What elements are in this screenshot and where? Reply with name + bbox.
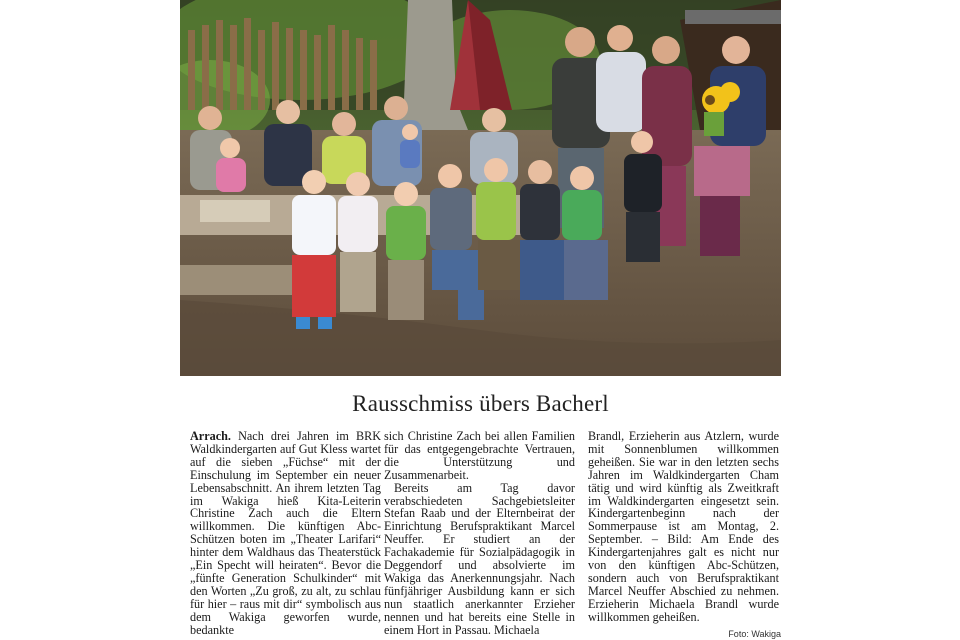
article-text: Nach drei Jahren im BRK Waldkindergarten auf Gut Kless wartet auf die sieben „Füchse“ mit der Einschulung im September ein neuer Lebensabschnitt. An ihrem letzten Tag im Wakiga hieß Kita-Leiterin Christine Zach auch die Eltern willkommen. Die künftigen Abc-Schützen boten im „Theater Larifari“ hinter dem Waldhaus das Theaterstück „Ein Specht will heiraten“. Bevor die „fünfte Generation Schulkinder“ mit den Worten „Zu groß, zu alt, zu schlau für hier – raus mit dir“ symbolisch aus dem Wakiga geworfen wurde, bedankte xyxy=(190,430,381,637)
headline: Rausschmiss übers Bacherl xyxy=(352,391,609,416)
article-paragraph: Bereits am Tag davor verabschiedeten Sachgebietsleiter Stefan Raab und der Elternbeirat der Einrichtung Berufspraktikant Marcel Neuffer. Er studiert an der Fachakademie für Sozialpädagogik in Deggendorf und absolvierte im Wakiga das Anerkennungsjahr. Nach fünfjähriger Ausbildung kann er sich nun staatlich anerkannter Erzieher nennen und hat bereits eine Stelle in einem Hort in Passau. Michaela xyxy=(384,480,575,637)
article-column-2 xyxy=(384,430,575,640)
group-photo xyxy=(180,0,781,376)
article-column-1 xyxy=(190,430,381,640)
photo-credit: Foto: Wakiga xyxy=(724,628,781,640)
article-paragraph: Brandl, Erzieherin aus Atzlern, wurde mit Sonnenblumen willkommen geheißen. Sie war in den letzten sechs Jahren im Waldkindergarten Cham tätig und wird künftig als Zweitkraft im Waldkindergarten eingesetzt sein. Kindergartenbeginn nach der Sommerpause ist am Montag, 2. September. – Bild: Am Ende des Kindergartenjahres galt es nicht nur von den künftigen Abc-Schützen, sondern auch von Berufspraktikant Marcel Neuffer Abschied zu nehmen. Erzieherin Michaela Brandl wurde willkommen geheißen. xyxy=(588,430,779,624)
article-paragraph: sich Christine Zach bei allen Familien für das entgegengebrachte Vertrauen, die Unterstützung und Zusammenarbeit. xyxy=(384,430,575,482)
article-column-3 xyxy=(588,430,779,640)
dateline-place: Arrach. xyxy=(190,430,231,443)
